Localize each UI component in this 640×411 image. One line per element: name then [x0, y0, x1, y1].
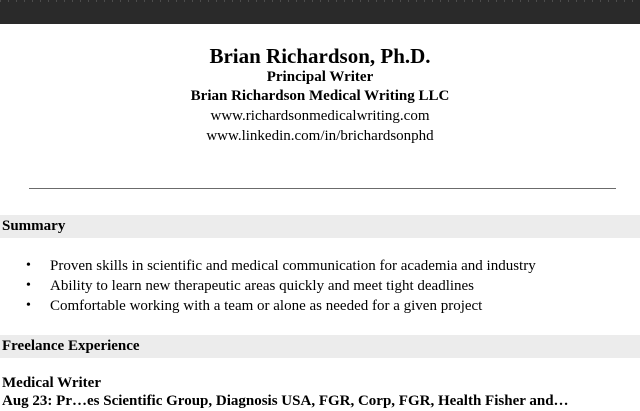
author-name: Brian Richardson, Ph.D. [209, 44, 431, 68]
summary-heading: Summary [2, 218, 66, 234]
author-role: Principal Writer [266, 69, 374, 85]
list-item [0, 276, 640, 296]
summary-list [0, 256, 640, 316]
summary-section-bar [0, 215, 640, 238]
header-divider [29, 188, 616, 189]
list-item [0, 296, 640, 316]
bullet-icon: • [26, 258, 31, 273]
bullet-icon: • [26, 298, 31, 313]
job-title: Medical Writer [2, 375, 101, 391]
summary-item-text: Comfortable working with a team or alone as needed for a given project [50, 298, 483, 314]
ruler [0, 0, 640, 2]
linkedin-link[interactable]: www.linkedin.com/in/brichardsonphd [206, 128, 434, 144]
resume-header [0, 44, 640, 146]
website-link[interactable]: www.richardsonmedicalwriting.com [210, 108, 430, 124]
experience-section-bar [0, 335, 640, 358]
author-company: Brian Richardson Medical Writing LLC [190, 88, 450, 104]
summary-item-text: Ability to learn new therapeutic areas quickly and meet tight deadlines [50, 278, 475, 294]
list-item [0, 256, 640, 276]
bullet-icon: • [26, 278, 31, 293]
summary-item-text: Proven skills in scientific and medical communication for academia and industry [50, 258, 536, 274]
app-toolbar [0, 0, 640, 24]
job-detail: Aug 23: Pr…es Scientific Group, Diagnosis USA, FGR, Corp, FGR, Health Fisher and… [2, 393, 569, 409]
experience-heading: Freelance Experience [2, 338, 140, 354]
